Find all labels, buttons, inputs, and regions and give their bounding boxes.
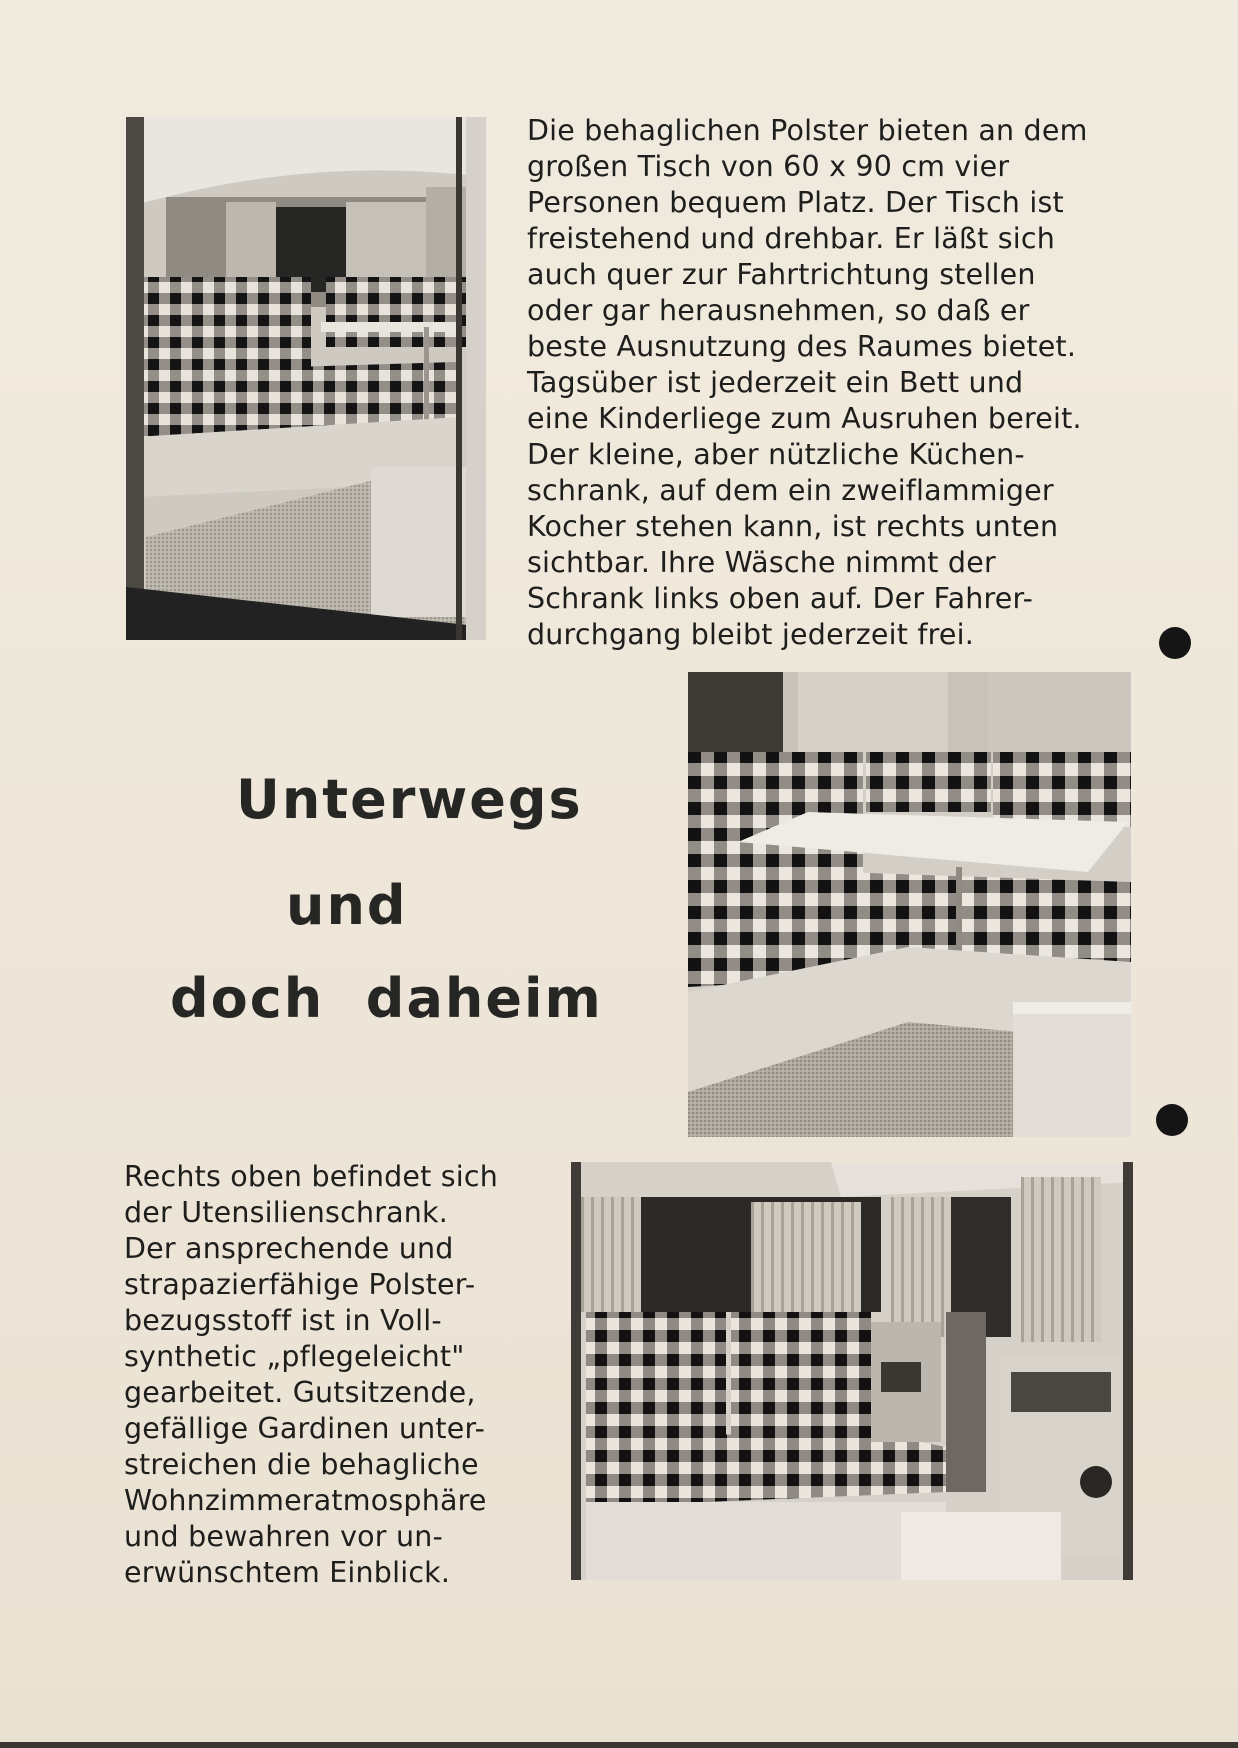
paragraph-line: durchgang bleibt jederzeit frei. [527,618,975,651]
photo-table-seating [688,672,1131,1137]
headline-line-3: doch daheim [170,967,603,1030]
paragraph-line: gefällige Gardinen unter- [124,1412,486,1445]
paragraph-line: gearbeitet. Gutsitzende, [124,1376,476,1409]
headline-line-2: und [286,874,408,937]
paragraph-line: Die behaglichen Polster bieten an dem [527,114,1088,147]
paragraph-line: eine Kinderliege zum Ausruhen bereit. [527,402,1082,435]
paragraph-line: Schrank links oben auf. Der Fahrer- [527,582,1034,615]
paragraph-line: synthetic „pflegeleicht" [124,1340,465,1373]
paragraph-line: schrank, auf dem ein zweiflammiger [527,474,1054,507]
photo-interior-door-view [126,117,486,640]
paragraph-line: Tagsüber ist jederzeit ein Bett und [527,366,1024,399]
paragraph-line: bezugsstoff ist in Voll- [124,1304,442,1337]
paragraph-line: streichen die behagliche [124,1448,479,1481]
paragraph-line: erwünschtem Einblick. [124,1556,451,1589]
punch-hole-upper [1159,627,1191,659]
paragraph-line: Kocher stehen kann, ist rechts unten [527,510,1059,543]
paragraph-line: Personen bequem Platz. Der Tisch ist [527,186,1064,219]
paragraph-line: Der ansprechende und [124,1232,454,1265]
paragraph-bottom-description [124,1159,498,1591]
paragraph-line: beste Ausnutzung des Raumes bietet. [527,330,1077,363]
paragraph-line: der Utensilienschrank. [124,1196,449,1229]
punch-hole-lower [1156,1104,1188,1136]
paragraph-line: auch quer zur Fahrtrichtung stellen [527,258,1036,291]
paragraph-line: freistehend und drehbar. Er läßt sich [527,222,1056,255]
paragraph-line: oder gar herausnehmen, so daß er [527,294,1030,327]
headline-line-1: Unterwegs [236,768,583,831]
page-bottom-edge [0,1742,1238,1748]
paragraph-line: strapazierfähige Polster- [124,1268,476,1301]
paragraph-line: großen Tisch von 60 x 90 cm vier [527,150,1010,183]
paragraph-line: sichtbar. Ihre Wäsche nimmt der [527,546,996,579]
paragraph-line: Rechts oben befindet sich [124,1160,499,1193]
paragraph-top-description [527,113,1088,653]
paragraph-line: Der kleine, aber nützliche Küchen- [527,438,1025,471]
photo-bench-curtains [571,1162,1133,1580]
paragraph-line: und bewahren vor un- [124,1520,443,1553]
paragraph-line: Wohnzimmeratmosphäre [124,1484,487,1517]
